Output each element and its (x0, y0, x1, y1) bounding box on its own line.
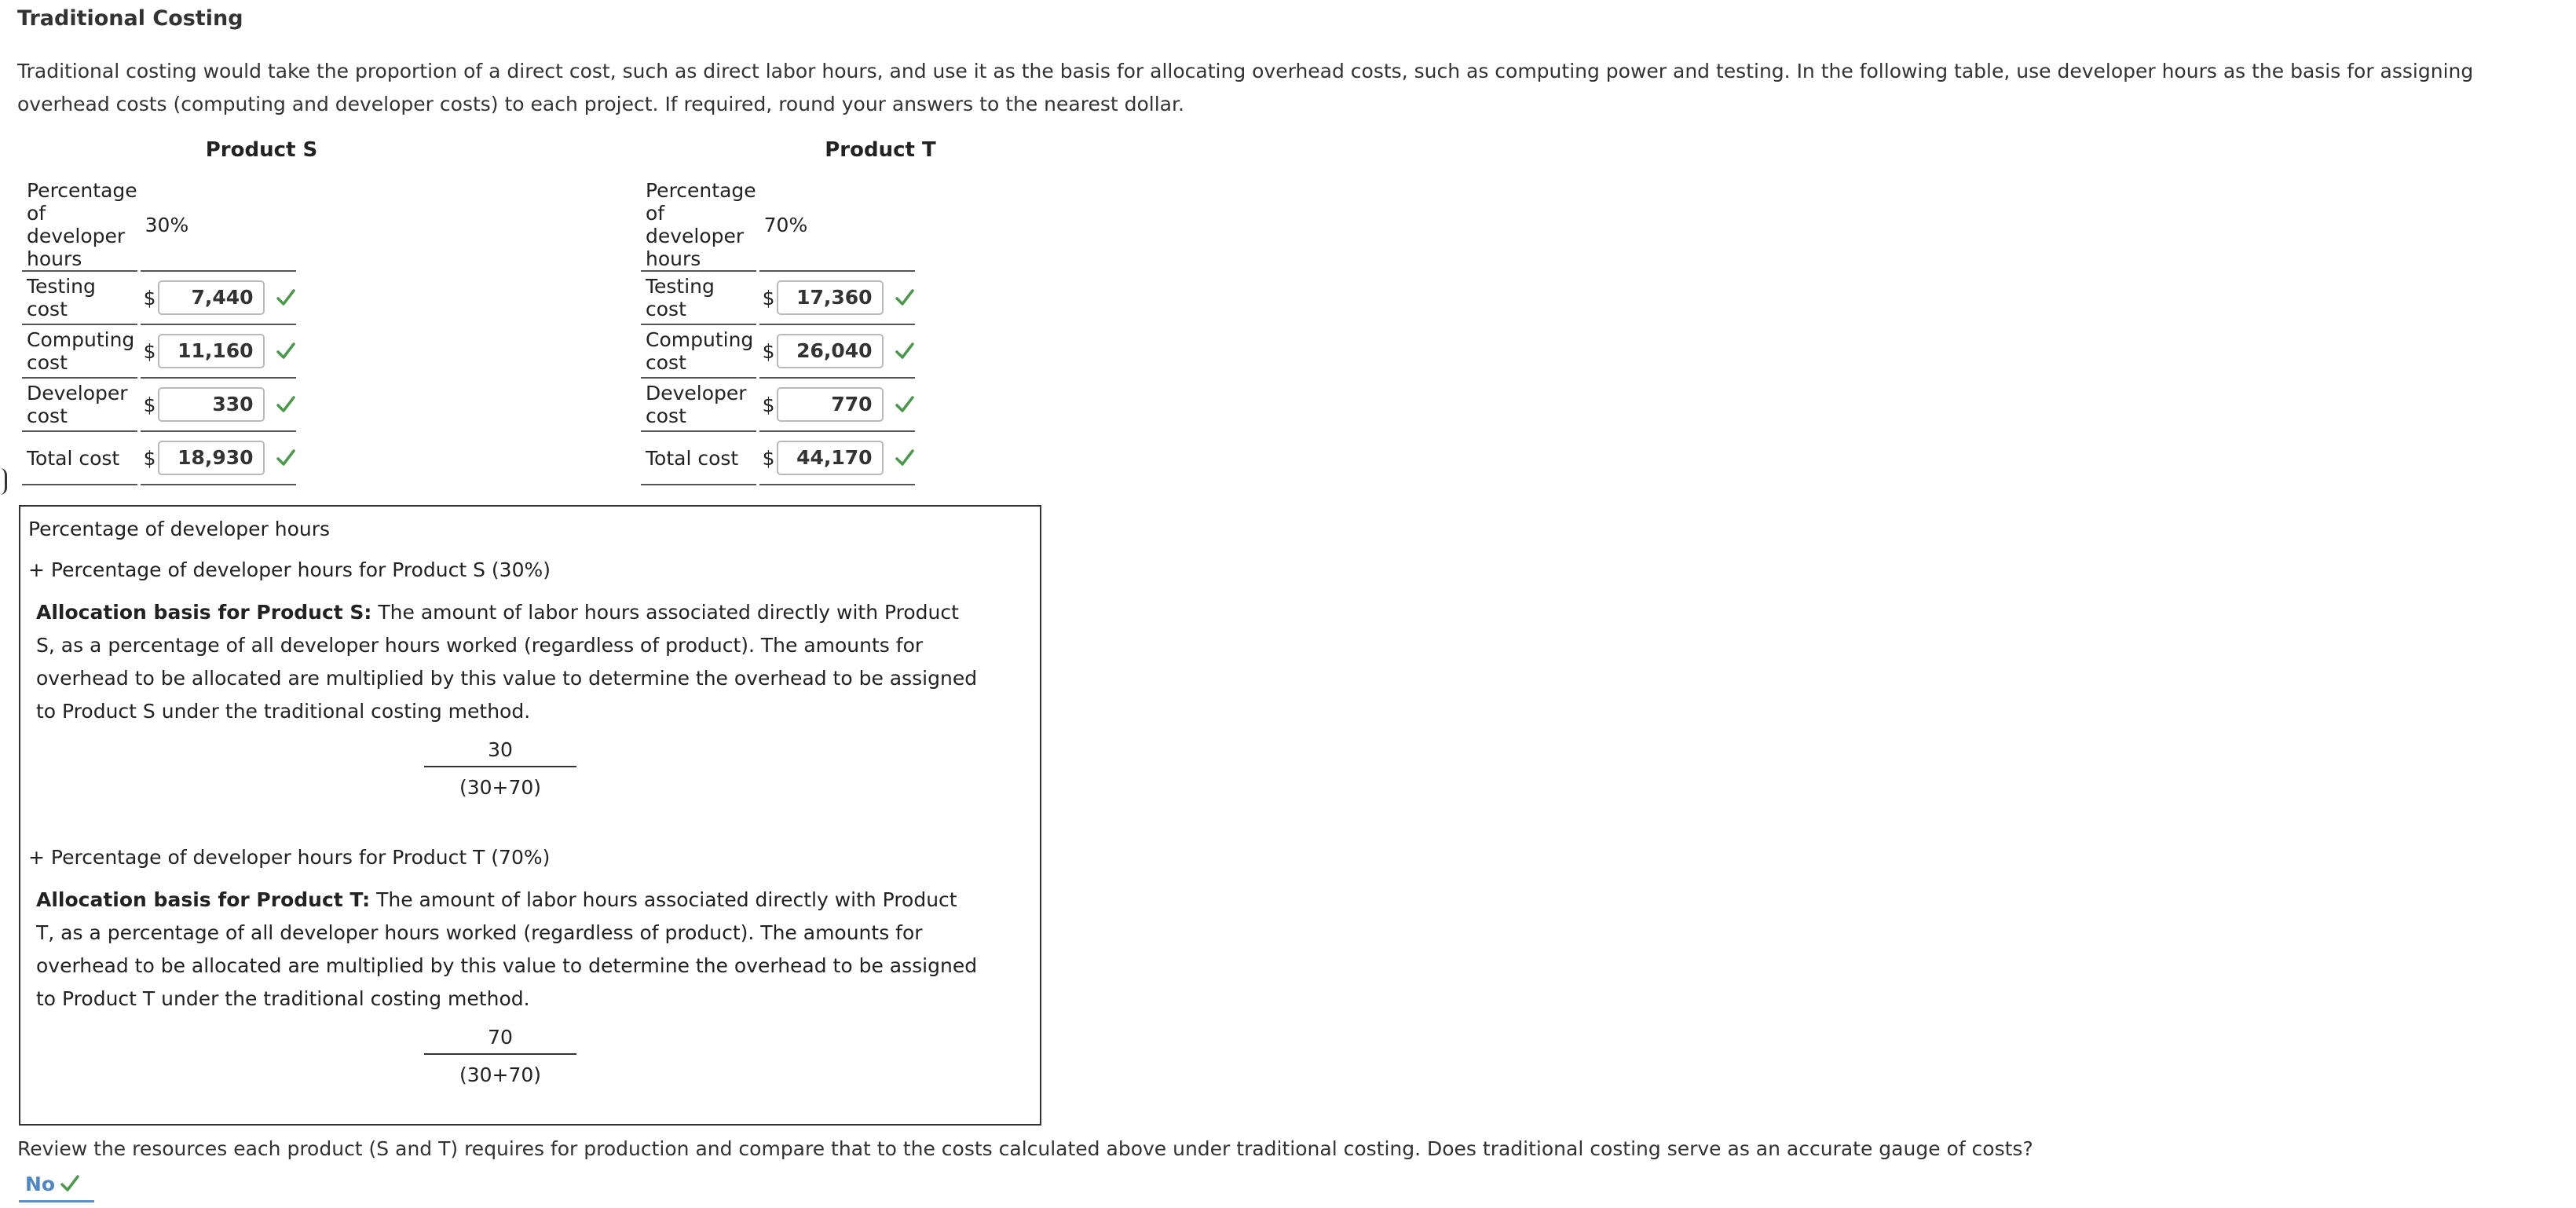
dollar-sign: $ (143, 339, 156, 363)
fraction-t (424, 1022, 576, 1089)
dollar-sign: $ (143, 393, 156, 416)
page-title: Traditional Costing (17, 6, 243, 31)
table-row (22, 379, 296, 432)
row-label: Testing cost (22, 272, 137, 325)
check-icon (895, 448, 915, 468)
dollar-sign: $ (762, 339, 775, 363)
computing-cost-input[interactable]: 26,040 (777, 334, 884, 368)
allocation-text-s: The amount of labor hours associated directly with Product S, as a percentage of all developer hours worked (regardless of product). The amounts for overhead to be allocated are multiplied by this value to determine the overhead to be assigned to Product S under the traditional costing method. (36, 601, 978, 723)
toggle-product-t[interactable]: + Percentage of developer hours for Product T (70%) (28, 846, 551, 869)
check-icon (895, 394, 915, 415)
row-label: Total cost (641, 432, 756, 485)
row-label: Computing cost (641, 325, 756, 379)
fraction-denominator: (30+70) (459, 776, 542, 799)
fraction-s (424, 734, 576, 802)
row-label: Testing cost (641, 272, 756, 325)
allocation-label-t: Allocation basis for Product T: (36, 888, 371, 911)
intro-paragraph: Traditional costing would take the proportion of a direct cost, such as direct labor hours, and use it as the basis for allocating overhead costs, such as computing power and testing. In the following table, use developer hours as the basis for assigning overhead costs (computing and developer costs) to each project. If required, round your answers to the nearest dollar. (17, 60, 2474, 115)
dollar-sign: $ (143, 286, 156, 309)
product-t-heading: Product T (825, 138, 936, 162)
check-icon (276, 394, 296, 415)
pct-label: Percentage of developer hours (22, 179, 137, 272)
side-marker (0, 468, 7, 495)
table-row (22, 432, 296, 485)
answer-dropdown[interactable] (19, 1167, 94, 1203)
check-icon (276, 287, 296, 308)
computing-cost-input[interactable]: 11,160 (158, 334, 265, 368)
answer-value: No (25, 1172, 56, 1195)
table-row (641, 379, 915, 432)
explanation-heading: Percentage of developer hours (28, 518, 331, 540)
dollar-sign: $ (762, 446, 775, 470)
developer-cost-input[interactable]: 770 (777, 387, 884, 422)
total-cost-input[interactable]: 18,930 (158, 441, 265, 475)
fraction-numerator: 70 (424, 1022, 576, 1055)
total-cost-input[interactable]: 44,170 (777, 441, 884, 475)
table-row (641, 272, 915, 325)
pct-label: Percentage of developer hours (641, 179, 756, 272)
check-icon (895, 341, 915, 361)
allocation-text-t: The amount of labor hours associated directly with Product T, as a percentage of all developer hours worked (regardless of product). The amounts for overhead to be allocated are multiplied by this value to determine the overhead to be assigned to Product T under the traditional costing method. (36, 888, 978, 1010)
allocation-label-s: Allocation basis for Product S: (36, 601, 372, 624)
testing-cost-input[interactable]: 17,360 (777, 280, 884, 315)
row-label: Developer cost (22, 379, 137, 432)
row-label: Developer cost (641, 379, 756, 432)
review-question: Review the resources each product (S and T) requires for production and compare that to the costs calculated above under traditional costing. Does traditional costing serve as an accurate gauge of costs? (17, 1137, 2033, 1160)
row-label: Total cost (22, 432, 137, 485)
check-icon (60, 1173, 80, 1194)
explanation-panel (19, 505, 1041, 1126)
pct-row (22, 179, 296, 272)
fraction-numerator: 30 (424, 734, 576, 767)
dollar-sign: $ (762, 286, 775, 309)
pct-row (641, 179, 915, 272)
pct-value: 70% (759, 179, 915, 272)
row-label: Computing cost (22, 325, 137, 379)
testing-cost-input[interactable]: 7,440 (158, 280, 265, 315)
explanation-paragraph-t (36, 884, 979, 1016)
check-icon (895, 287, 915, 308)
table-row (22, 325, 296, 379)
toggle-product-s[interactable]: + Percentage of developer hours for Product S (30%) (28, 558, 551, 581)
explanation-paragraph-s (36, 596, 979, 728)
table-row (641, 325, 915, 379)
dollar-sign: $ (143, 446, 156, 470)
pct-value: 30% (141, 179, 296, 272)
fraction-denominator: (30+70) (459, 1063, 542, 1086)
developer-cost-input[interactable]: 330 (158, 387, 265, 422)
dollar-sign: $ (762, 393, 775, 416)
table-row (22, 272, 296, 325)
product-s-heading: Product S (205, 138, 318, 162)
table-row (641, 432, 915, 485)
check-icon (276, 341, 296, 361)
check-icon (276, 448, 296, 468)
